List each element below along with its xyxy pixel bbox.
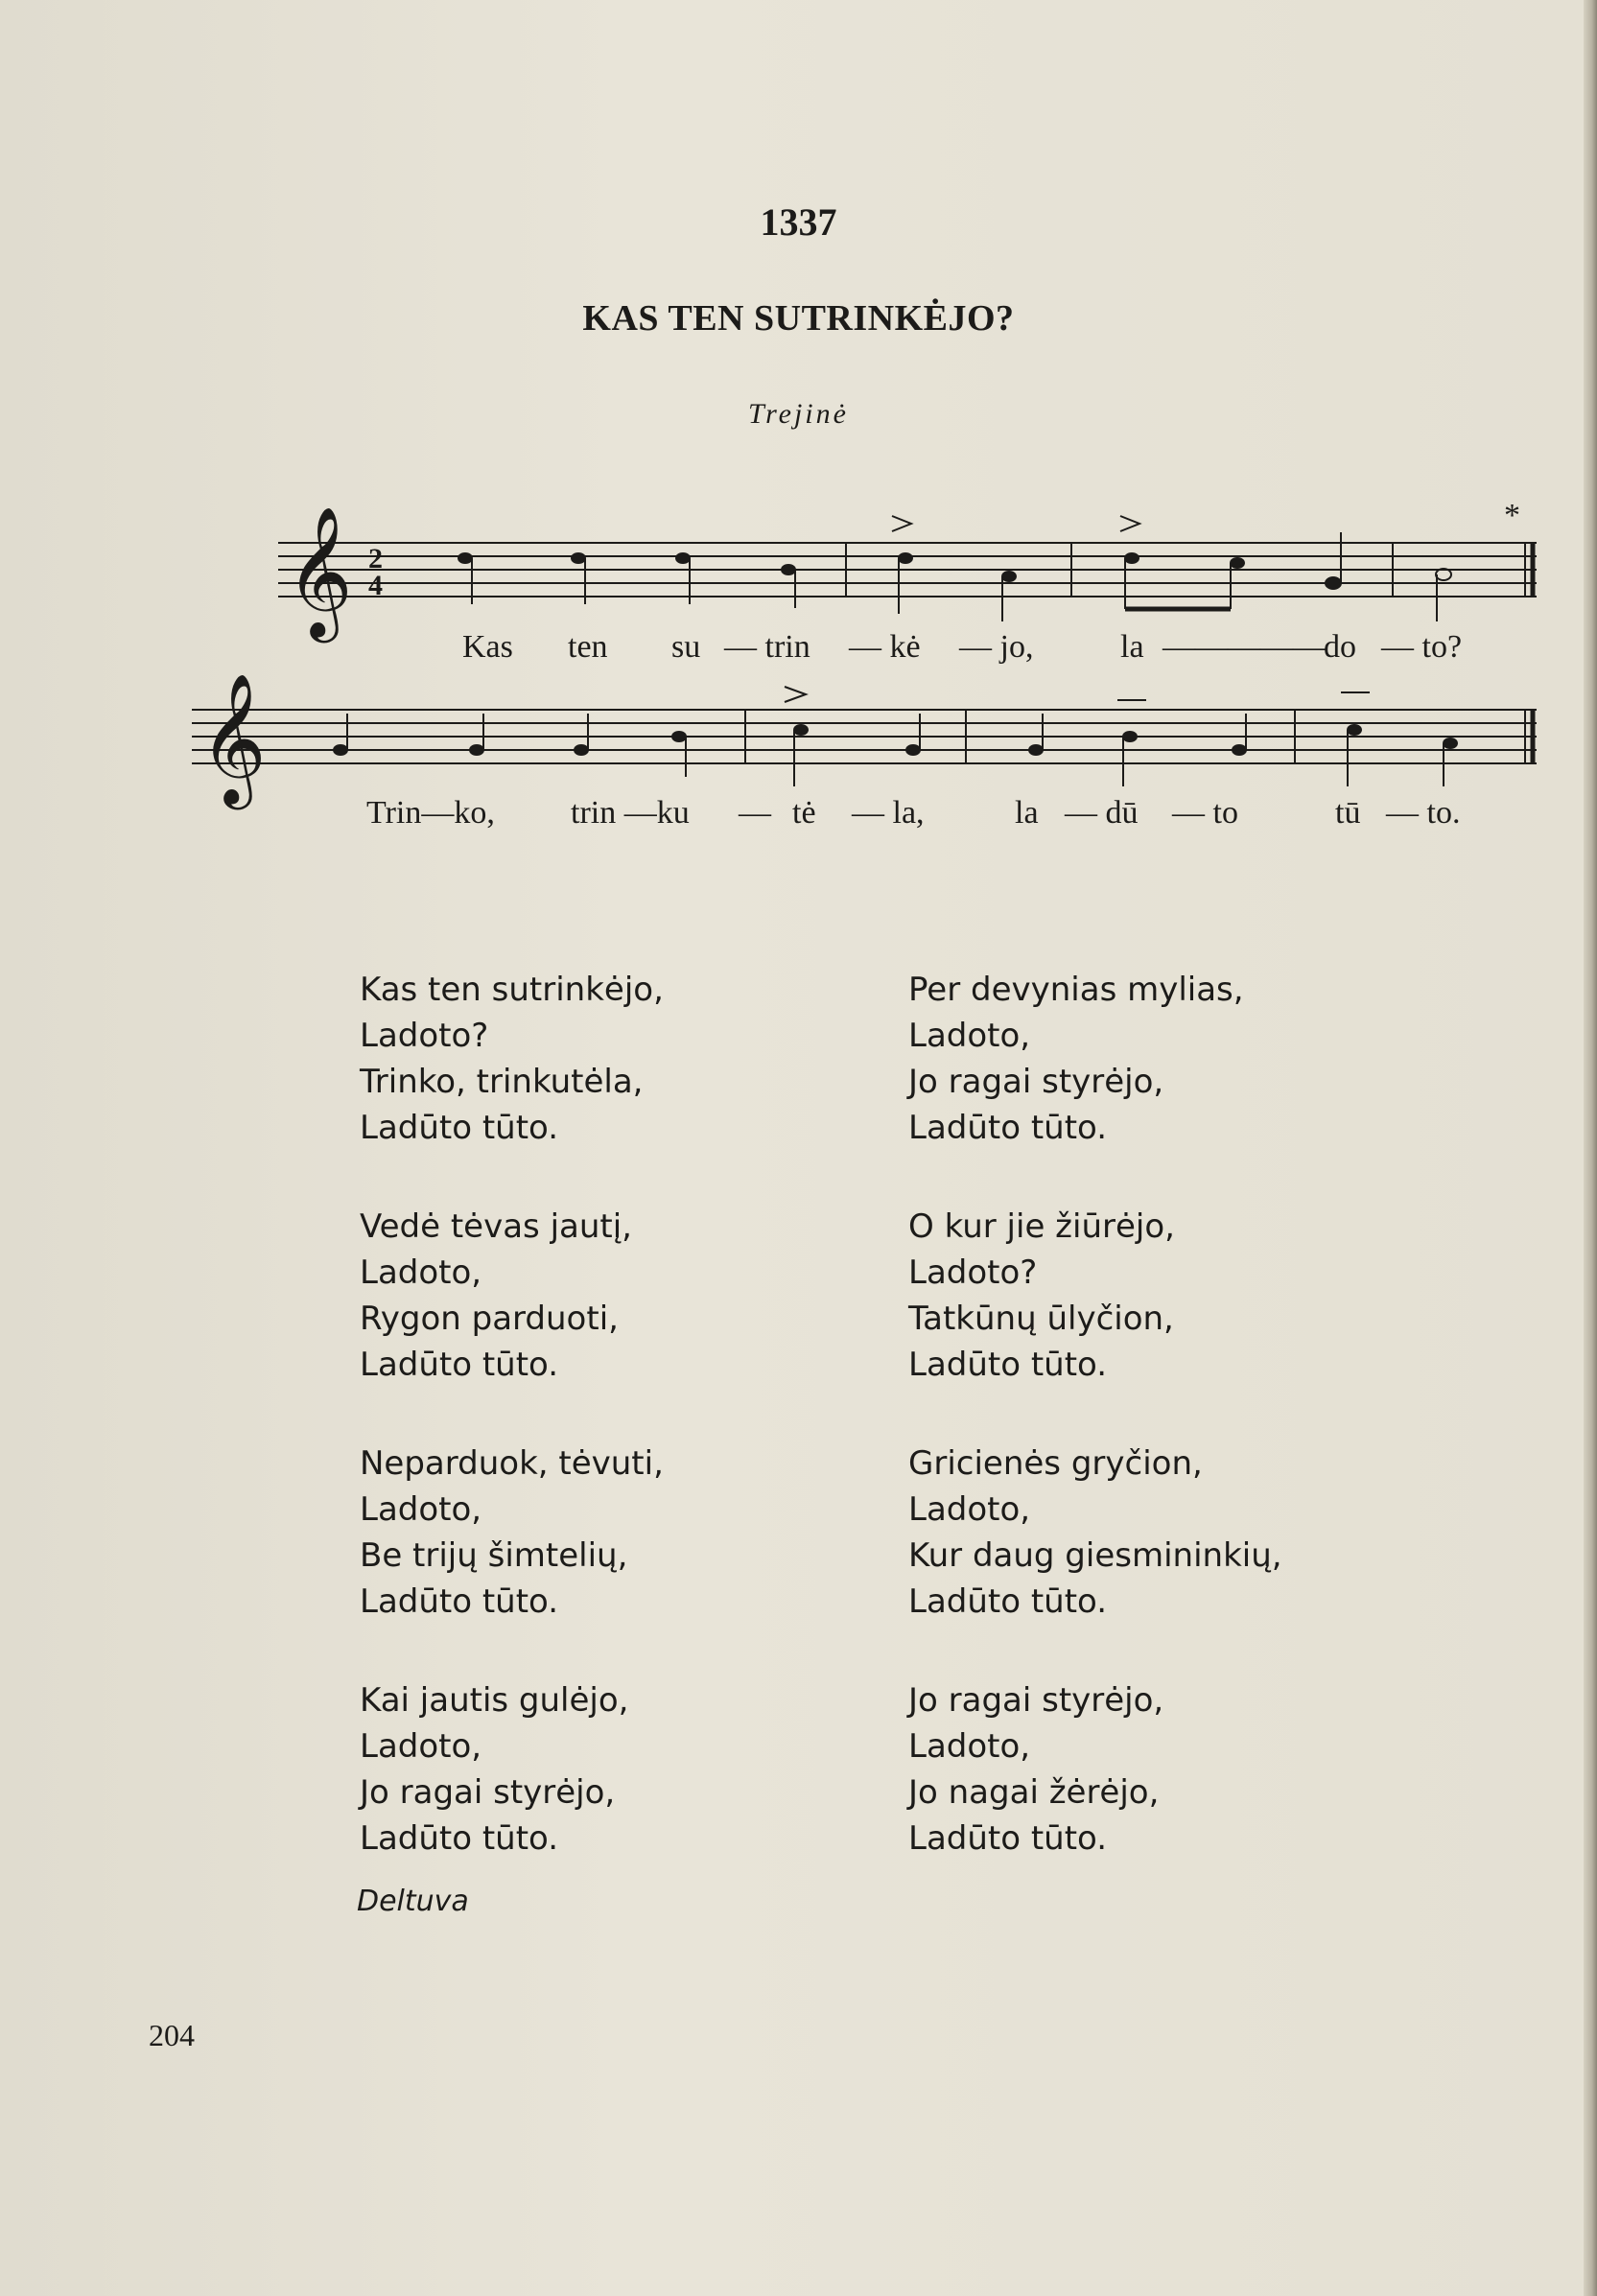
lyric-line: Ladūto tūto.	[908, 1346, 1108, 1384]
note	[1123, 732, 1137, 741]
notation-syllable: — to	[1172, 795, 1238, 831]
treble-clef-icon: 𝄞	[286, 504, 353, 637]
note	[1233, 745, 1246, 755]
lyric-line: Gricienės gryčion,	[908, 1444, 1203, 1483]
music-notation	[0, 0, 1597, 863]
notation-syllable: — dū	[1065, 795, 1139, 831]
stanza	[360, 967, 664, 1151]
lyric-line: Jo nagai žėrėjo,	[908, 1773, 1160, 1812]
lyric-line: Ladoto,	[908, 1727, 1031, 1766]
notation-syllable: —————	[1163, 629, 1326, 665]
note	[906, 745, 920, 755]
lyric-line: Ladoto,	[908, 1490, 1031, 1529]
notation-syllable: — kė	[849, 629, 921, 665]
lyrics-left-column	[360, 967, 664, 1914]
notation-syllable: trin —ku	[571, 795, 690, 831]
notation-syllable: — to.	[1386, 795, 1461, 831]
song-number: 1337	[760, 200, 837, 244]
note	[1326, 577, 1341, 589]
lyric-line: Kur daug giesmininkių,	[908, 1536, 1282, 1575]
note	[1444, 738, 1457, 748]
lyric-line: Ladūto tūto.	[360, 1109, 559, 1147]
song-title: KAS TEN SUTRINKĖJO?	[582, 298, 1015, 339]
staff-line-2	[192, 710, 1537, 763]
lyric-line: Neparduok, tėvuti,	[360, 1444, 664, 1483]
stanza	[360, 1204, 664, 1388]
lyric-line: O kur jie žiūrėjo,	[908, 1207, 1175, 1246]
lyrics-right-column	[908, 967, 1282, 1914]
note	[1002, 572, 1016, 581]
lyric-line: Ladoto,	[360, 1490, 482, 1529]
time-signature-bottom: 4	[368, 570, 383, 601]
stanza	[360, 1441, 664, 1625]
lyric-line: Ladūto tūto.	[360, 1346, 559, 1384]
lyric-line: Ladūto tūto.	[908, 1582, 1108, 1621]
lyric-line: Rygon parduoti,	[360, 1300, 619, 1338]
note	[899, 553, 912, 563]
note	[458, 553, 472, 563]
stanza	[908, 1204, 1282, 1388]
lyric-line: Ladūto tūto.	[360, 1819, 559, 1858]
note	[575, 745, 588, 755]
note	[676, 553, 690, 563]
lyric-line: Ladoto,	[360, 1253, 482, 1292]
note	[794, 725, 808, 735]
notation-syllable: — la,	[852, 795, 925, 831]
note	[1231, 558, 1244, 568]
lyric-line: Jo ragai styrėjo,	[908, 1063, 1164, 1101]
stanza	[908, 1677, 1282, 1862]
lyric-line: Jo ragai styrėjo,	[360, 1773, 616, 1812]
lyric-line: Kai jautis gulėjo,	[360, 1681, 629, 1720]
lyric-line: Ladoto?	[360, 1017, 489, 1055]
lyric-line: Ladūto tūto.	[908, 1109, 1108, 1147]
lyric-line: Ladūto tūto.	[360, 1582, 559, 1621]
note	[782, 565, 795, 574]
notation-syllable: tū	[1335, 795, 1361, 831]
notation-syllable: Kas	[462, 629, 513, 665]
lyric-line: Be trijų šimtelių,	[360, 1536, 628, 1575]
stanza	[908, 1441, 1282, 1625]
notation-syllable: la	[1120, 629, 1144, 665]
notes-line-1	[458, 532, 1451, 621]
lyric-line: Per devynias mylias,	[908, 971, 1244, 1009]
accent-marks-line-2	[785, 687, 1370, 702]
lyric-line: Ladoto,	[908, 1017, 1031, 1055]
time-signature-top: 2	[368, 543, 383, 574]
footnote-mark: *	[1504, 498, 1520, 533]
notation-syllable: — jo,	[959, 629, 1034, 665]
lyric-line: Ladūto tūto.	[908, 1819, 1108, 1858]
note	[1348, 725, 1361, 735]
stanza	[908, 967, 1282, 1151]
lyrics-line-1	[462, 629, 1462, 665]
lyric-line: Jo ragai styrėjo,	[908, 1681, 1164, 1720]
note	[334, 745, 347, 755]
accent-marks-line-1	[892, 516, 1139, 531]
lyric-line: Kas ten sutrinkėjo,	[360, 971, 664, 1009]
note	[572, 553, 585, 563]
place-of-origin: Deltuva	[357, 1885, 469, 1918]
lyric-line: Ladoto,	[360, 1727, 482, 1766]
notation-syllable: ten	[568, 629, 608, 665]
note	[1125, 553, 1139, 563]
lyric-line: Vedė tėvas jautį,	[360, 1207, 632, 1246]
treble-clef-icon: 𝄞	[200, 671, 267, 804]
notation-syllable: tė	[792, 795, 816, 831]
lyric-line: Ladoto?	[908, 1253, 1038, 1292]
notation-syllable: Trin—ko,	[366, 795, 495, 831]
tempo-marking: Trejinė	[748, 398, 849, 430]
notation-syllable: —	[739, 795, 771, 831]
lyrics-line-2	[366, 795, 1460, 831]
note	[1029, 745, 1043, 755]
note	[672, 732, 686, 741]
notation-syllable: do	[1324, 629, 1356, 665]
page-number: 204	[149, 2018, 195, 2052]
lyric-line: Trinko, trinkutėla,	[360, 1063, 644, 1101]
notation-syllable: la	[1015, 795, 1039, 831]
lyric-line: Tatkūnų ūlyčion,	[908, 1300, 1174, 1338]
stanza	[360, 1677, 664, 1862]
staff-line-1	[278, 543, 1537, 597]
notation-syllable: — trin	[724, 629, 810, 665]
notation-syllable: su	[671, 629, 701, 665]
note	[470, 745, 483, 755]
notation-syllable: — to?	[1381, 629, 1463, 665]
